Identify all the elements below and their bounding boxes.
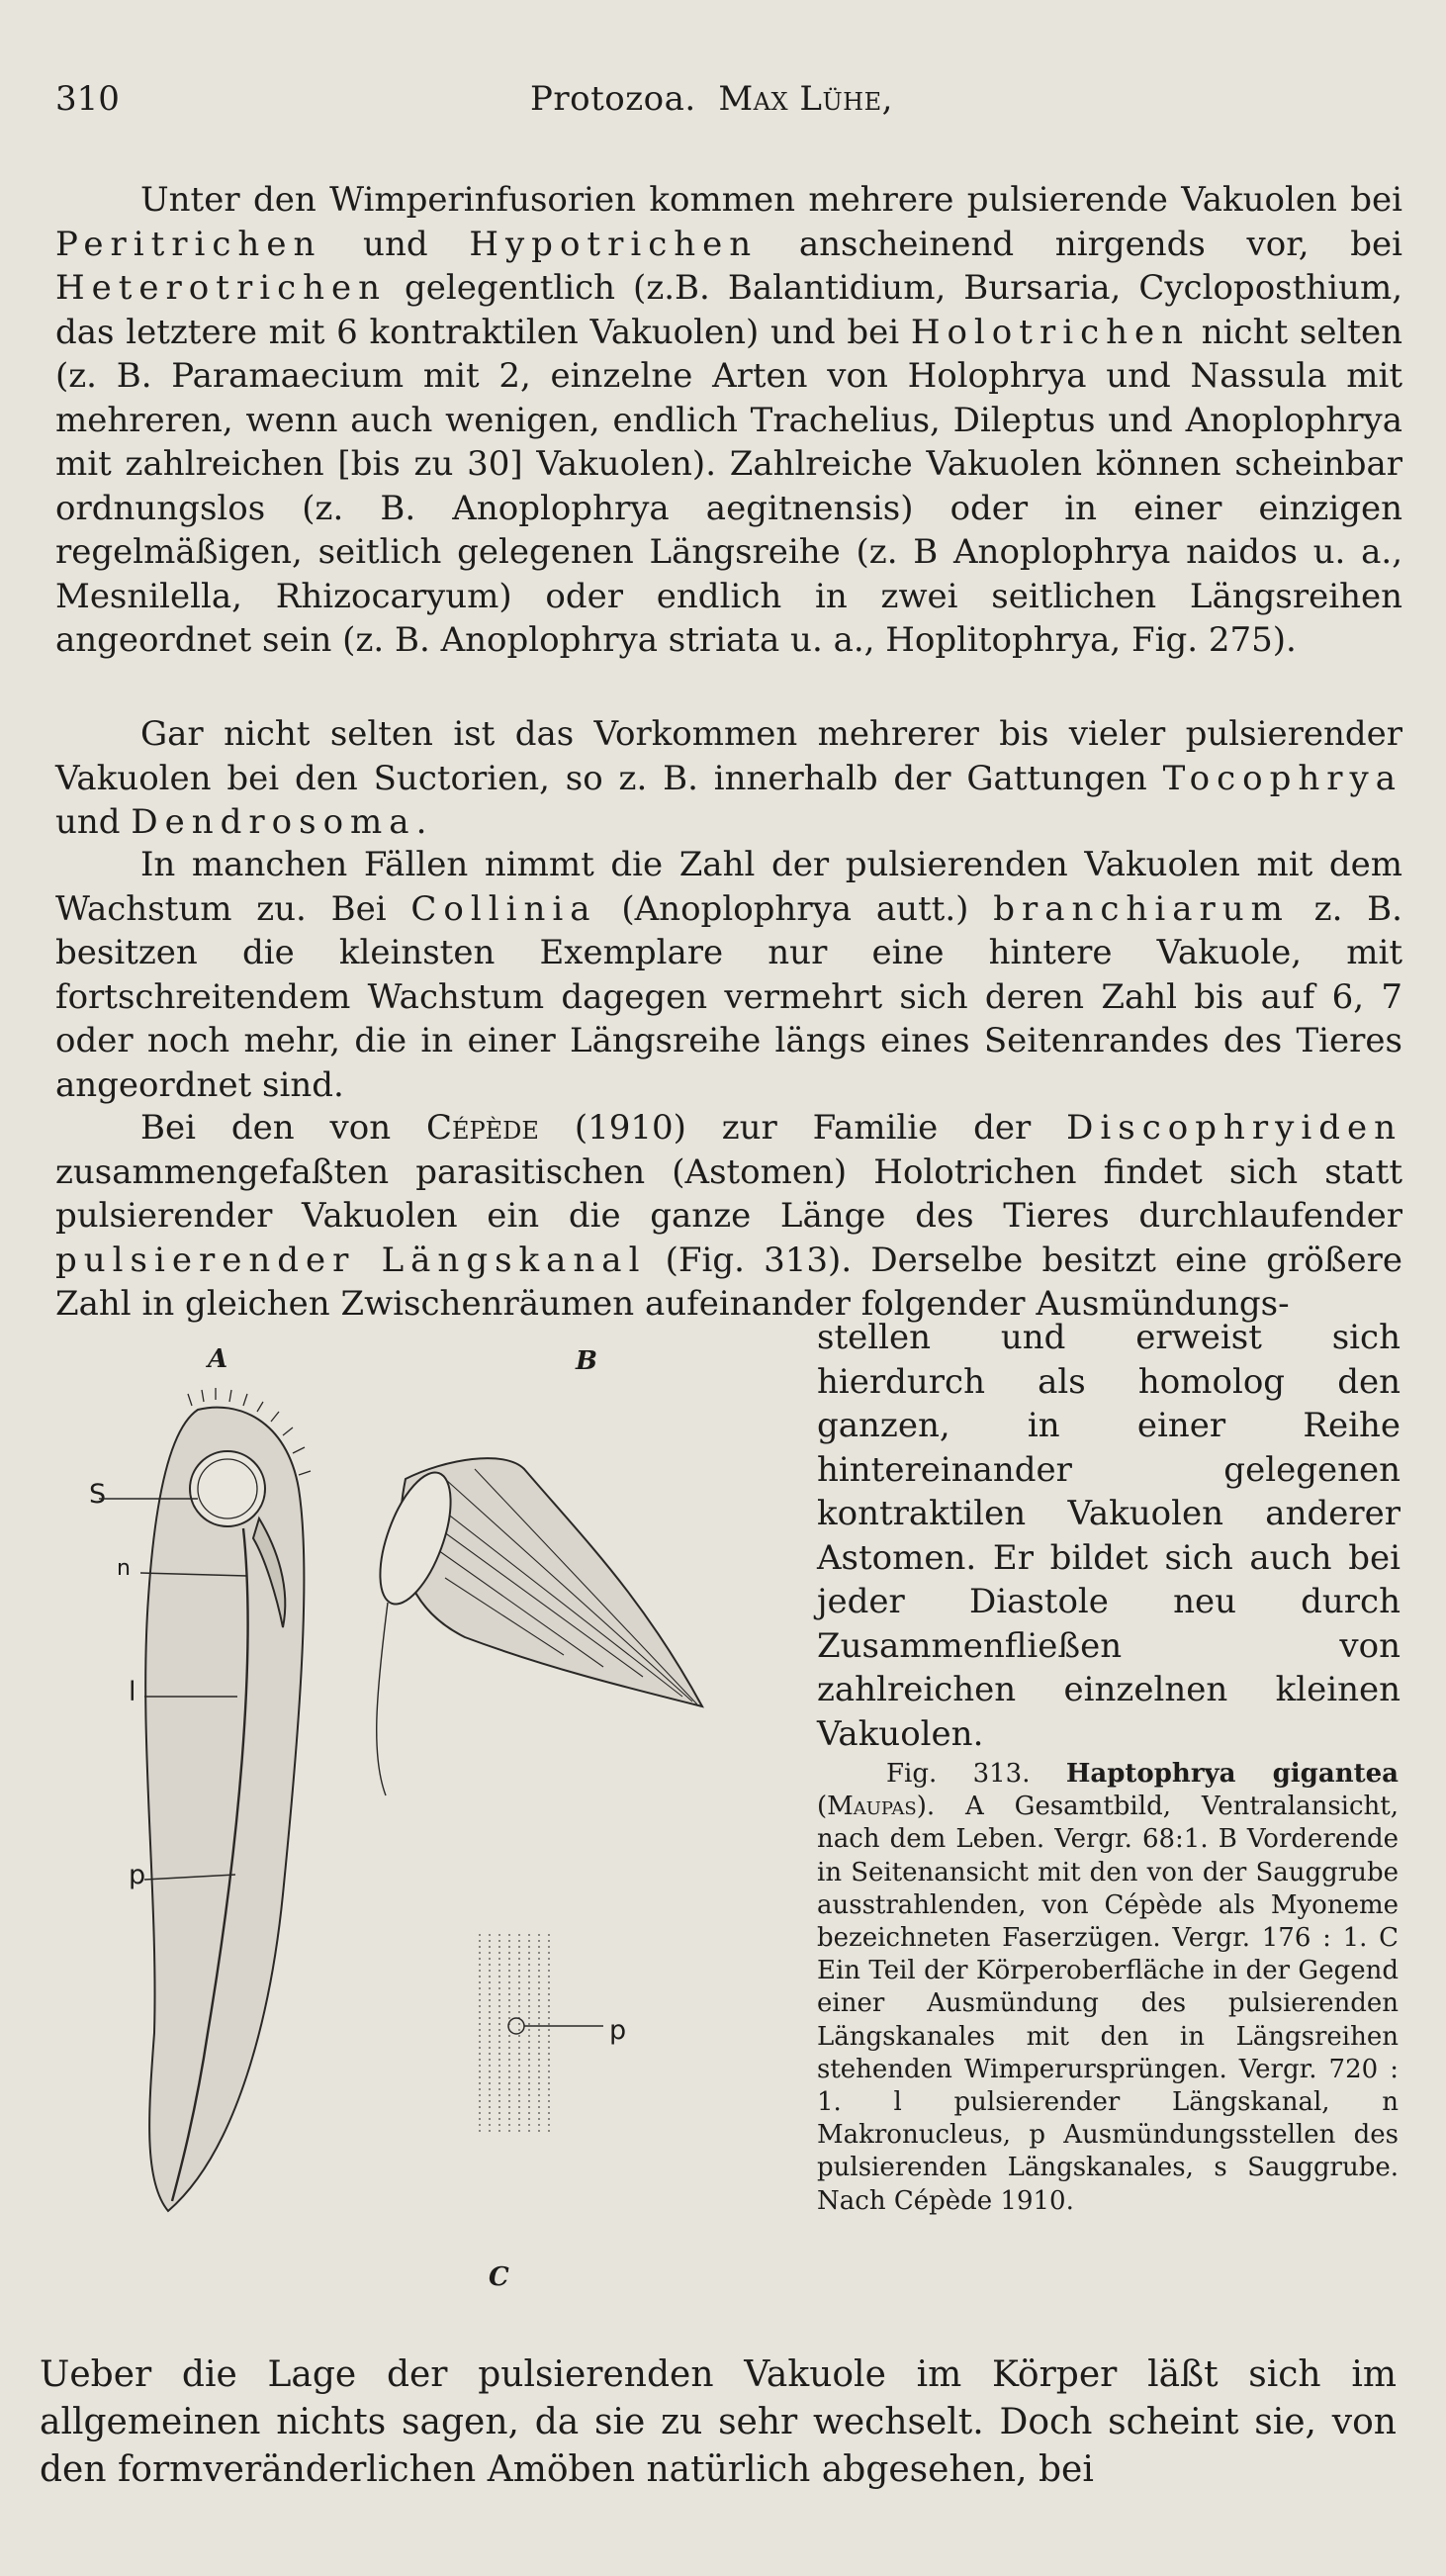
caption-text: A Gesamtbild, Ventralansicht, nach dem Leben. Vergr. 68:1. B Vorderende in Seitenansicht mit den von der Sauggrube ausstrahlenden, von Cépède als Myoneme bezeichneten Faserzügen. Vergr. 176 : 1. C Ein Teil der Körperoberfläche in der Gegend einer Ausmündung des pulsierenden Längskanales mit den in Längsreihen stehenden Wimperursprüngen. Vergr. 720 : 1. l pulsierender Längskanal, n Makronucleus, p Ausmündungsstellen des pulsierenden Längskanales, s Sauggrube. Nach Cépède 1910. xyxy=(817,1792,1399,2216)
opening-p xyxy=(508,2018,524,2034)
marker-n: n xyxy=(117,1556,131,1581)
paragraph-2 xyxy=(55,712,1402,845)
paragraph-4 xyxy=(55,1106,1402,1327)
text-run: nicht selten (z. B. Paramaecium mit 2, einzelne Arten von Holophrya und Nassula mit mehreren, wenn auch wenigen, endlich Trachelius, Dileptus und Anoplophrya mit zahlreichen [bis zu 30] Vakuolen). Zahlreiche Vakuolen können scheinbar ordnungslos (z. B. Anoplophrya aegitnensis) oder in einer einzigen regelmäßigen, seitlich gelegenen Längsreihe (z. B Anoplophrya naidos u. a., Mesnilella, Rhizocaryum) oder endlich in zwei seitlichen Längsreihen angeordnet sein (z. B. Anoplophrya striata u. a., Hoplitophrya, Fig. 275). xyxy=(55,312,1402,660)
running-header xyxy=(55,79,1387,129)
text-run: (1910) zur Familie der xyxy=(538,1108,1067,1148)
paragraph-1 xyxy=(55,178,1402,663)
spaced-term: Dendrosoma xyxy=(131,802,416,842)
section-title: Protozoa. xyxy=(530,79,696,119)
caption-species: Haptophrya gigantea xyxy=(1065,1759,1399,1789)
figure-313 xyxy=(89,1340,801,2290)
paragraph-5: Ueber die Lage der pulsierenden Vakuole im Körper läßt sich im allgemeinen nichts sagen, da sie zu sehr wechselt. Doch scheint sie, von den formveränderlichen Amöben natürlich abgesehen, bei xyxy=(40,2354,1397,2490)
text-run: Bei den von xyxy=(140,1108,426,1148)
spaced-term: Discophryiden xyxy=(1066,1108,1402,1148)
text-run: Gar nicht selten ist das Vorkommen mehrerer bis vieler pulsierender Vakuolen bei den Suctorien, so z. B. innerhalb der Gattungen xyxy=(55,714,1402,798)
sucker-a xyxy=(190,1451,265,1526)
figure-label-c: C xyxy=(489,2262,509,2292)
text-run: (Fig. 313). Derselbe besitzt eine größere Zahl in gleichen Zwischenräumen aufeinander folgender Ausmündungs- xyxy=(55,1240,1403,1324)
text-run: gelegentlich (z.B. Balantidium, Bursaria, Cycloposthium, das letztere mit 6 kontraktilen Vakuolen) und bei xyxy=(55,268,1402,352)
paragraph-4-continued: stellen und erweist sich hierdurch als homolog den ganzen, in einer Reihe hintereinander gelegenen kontraktilen Vakuolen anderer Astomen. Er bildet sich auch bei jeder Diastole neu durch Zusammenfließen von zahlreichen einzelnen kleinen Vakuolen. xyxy=(817,1318,1401,1754)
text-run: und xyxy=(321,224,470,264)
text-run: . xyxy=(415,802,427,842)
body-outline-a xyxy=(145,1408,304,2211)
paragraph-3 xyxy=(55,843,1402,1107)
figure-label-a: A xyxy=(208,1344,228,1374)
spaced-term: Tocophrya xyxy=(1162,758,1402,798)
marker-p: p xyxy=(129,1860,146,1890)
marker-s: S xyxy=(89,1479,107,1510)
marker-p-c: p xyxy=(609,2015,627,2046)
spaced-term: Collinia xyxy=(410,888,597,929)
author-name: Max Lühe, xyxy=(718,79,893,119)
spaced-term: Heterotrichen xyxy=(55,268,388,308)
figure-caption xyxy=(817,1758,1399,2218)
spaced-term: pulsierender Längskanal xyxy=(55,1240,647,1280)
spaced-term: Hypotrichen xyxy=(469,224,759,264)
caption-authority: (Maupas). xyxy=(817,1792,936,1822)
spaced-term: Peritrichen xyxy=(55,224,322,264)
figure-drawing xyxy=(89,1340,801,2290)
author-cepede: Cépède xyxy=(425,1108,539,1148)
text-run: anscheinend nirgends vor, bei xyxy=(758,224,1402,264)
page-number: 310 xyxy=(55,79,120,119)
text-run: (Anoplophrya autt.) xyxy=(596,888,994,929)
figure-label-b: B xyxy=(576,1346,597,1376)
text-run: Unter den Wimperinfusorien kommen mehrere pulsierende Vakuolen bei xyxy=(140,180,1402,220)
text-run: und xyxy=(55,802,132,842)
spaced-term: Holotrichen xyxy=(910,312,1191,352)
caption-fig-number: Fig. 313. xyxy=(886,1759,1031,1789)
text-run: zusammengefaßten parasitischen (Astomen) Holotrichen findet sich statt pulsierender Vakuolen ein die ganze Länge des Tieres durchlaufender xyxy=(55,1151,1402,1236)
text-run: z. B. besitzen die kleinsten Exemplare nur eine hintere Vakuole, mit fortschreitendem Wachstum dagegen vermehrt sich deren Zahl bis auf 6, 7 oder noch mehr, die in einer Längsreihe längs eines Seitenrandes des Tieres angeordnet sind. xyxy=(55,888,1402,1105)
text-run: In manchen Fällen nimmt die Zahl der pulsierenden Vakuolen mit dem Wachstum zu. Bei xyxy=(55,845,1402,929)
spaced-term: branchiarum xyxy=(993,888,1290,929)
running-title xyxy=(530,79,893,119)
marker-l: l xyxy=(129,1677,136,1707)
